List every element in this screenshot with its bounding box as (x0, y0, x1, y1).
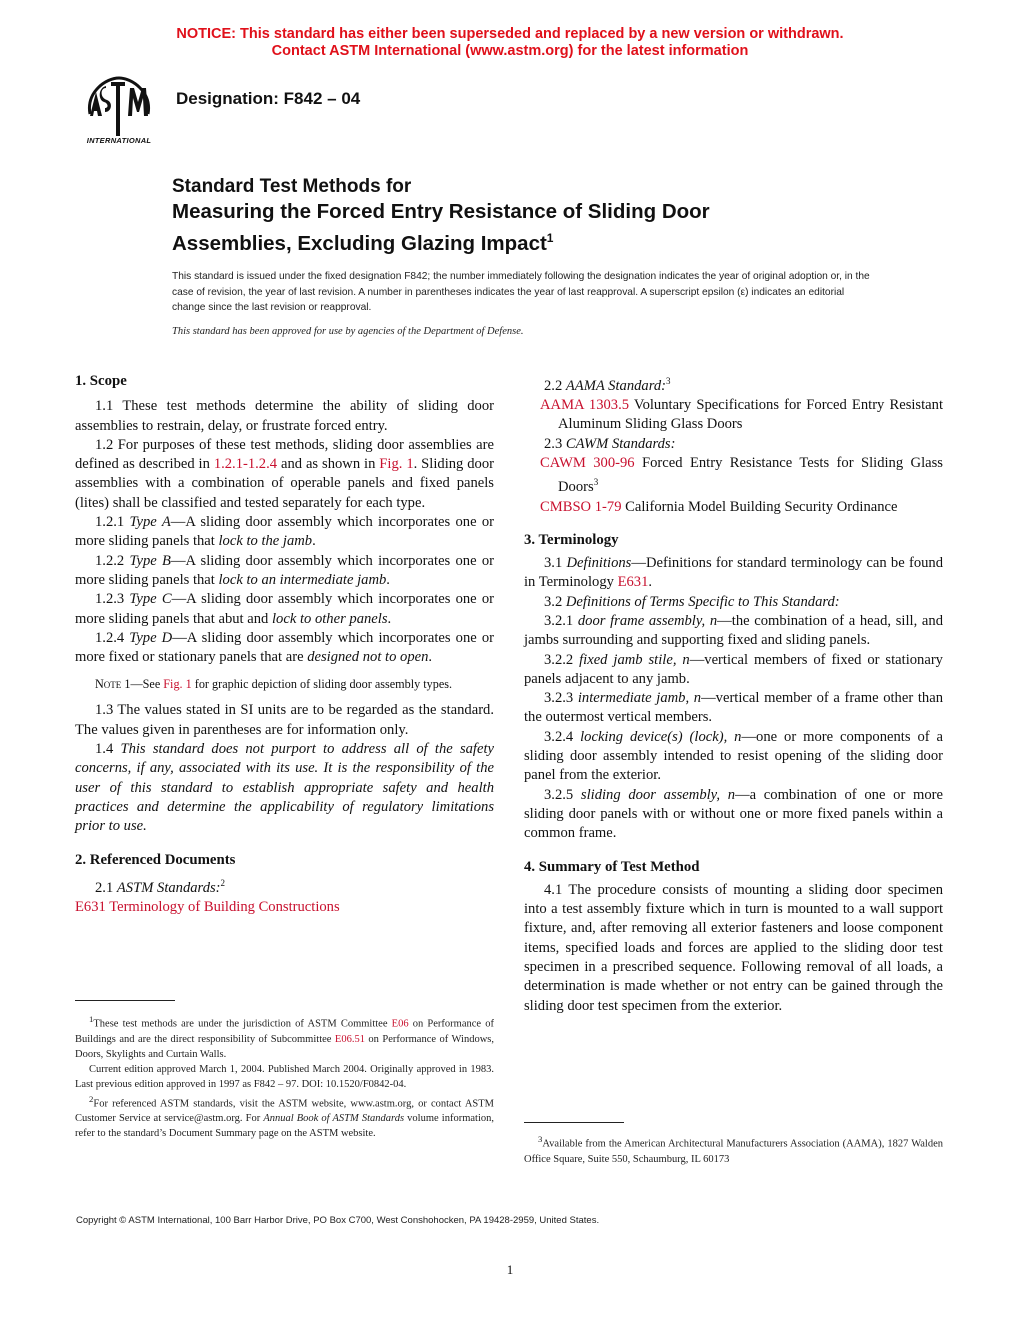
note-1: Note 1—See Fig. 1 for graphic depiction of sliding door assembly types. (95, 677, 453, 692)
para-3-2-3: 3.2.3 intermediate jamb, n—vertical member of a frame other than the outermost vertical members. (524, 690, 943, 726)
link-fig-1[interactable]: Fig. 1 (379, 456, 414, 473)
approval-note: This standard has been approved for use by agencies of the Department of Defense. (172, 326, 524, 337)
ref-cmbso: CMBSO 1-79 California Model Building Security Ordinance (540, 498, 898, 515)
left-column (75, 372, 494, 917)
link-cmbso[interactable]: CMBSO 1-79 (540, 498, 622, 515)
title-footnote-ref: 1 (546, 231, 554, 245)
link-e06-51[interactable]: E06.51 (334, 1033, 365, 1045)
page-number: 1 (506, 1262, 514, 1277)
link-note-fig-1[interactable]: Fig. 1 (163, 677, 192, 692)
astm-logo (76, 72, 162, 152)
link-cawm[interactable]: CAWM 300-96 (540, 455, 635, 472)
logo-subtext: INTERNATIONAL (76, 136, 162, 145)
title-line-1: Standard Test Methods for (172, 176, 412, 197)
para-3-2-5: 3.2.5 sliding door assembly, n—a combination of one or more sliding door panels with or without one or more fixed panels within a common frame. (524, 786, 944, 842)
footnote-1: $^1$These test methods are under the jurisdiction of ASTM Committee E06 on Performance of Buildings and are the direct responsibility of Subcommittee E06.51 on Performance of Windows, Doors, Skylights and Curtain Walls. (75, 1014, 494, 1060)
para-3-2: 3.2 Definitions of Terms Specific to This Standard: (544, 593, 840, 610)
copyright: Copyright © ASTM International, 100 Barr Harbor Drive, PO Box C700, West Conshohocken, PA 19428-2959, United States. (76, 1215, 600, 1226)
para-1-2-1: 1.2.1 Type A—A sliding door assembly which incorporates one or more sliding panels that lock to the jamb. (75, 514, 495, 550)
section-2-heading: 2. Referenced Documents (75, 851, 236, 868)
para-3-1: 3.1 Definitions—Definitions for standard terminology can be found in Terminology E631. (524, 555, 944, 591)
title-line-2: Measuring the Forced Entry Resistance of Sliding Door (172, 200, 710, 223)
right-column (524, 372, 943, 1016)
link-e06[interactable]: E06 (391, 1018, 409, 1030)
section-3-heading: 3. Terminology (524, 531, 619, 548)
footnote-1-edition: Current edition approved March 1, 2004. Published March 2004. Originally approved in 1983. Last previous edition approved in 1997 as F842 – 97. DOI: 10.1520/F0842-04. (75, 1063, 494, 1090)
title-line-3: Assemblies, Excluding Glazing Impact$^1$ (172, 231, 554, 255)
para-3-2-4: 3.2.4 locking device(s) (lock), n—one or more components of a sliding door assembly intended to resist opening of the sliding door panel from the exterior. (524, 728, 943, 784)
para-1-4: 1.4 This standard does not purport to address all of the safety concerns, if any, associated with its use. It is the responsibility of the user of this standard to establish appropriate safety and health practices and determine the applicability of regulatory limitations prior to use. (75, 741, 494, 835)
footnote-rule-right (524, 1122, 624, 1123)
section-4-heading: 4. Summary of Test Method (524, 858, 700, 875)
para-1-2: 1.2 For purposes of these test methods, sliding door assemblies are defined as described in 1.2.1-1.2.4 and as shown in Fig. 1. Sliding door assemblies with a combination of operable panels and fixed panels (lites) shall be classified and tested separately for each type. (75, 436, 495, 511)
issuance-note: This standard is issued under the fixed designation F842; the number immediately following the designation indicates the year of original adoption or, in the case of revision, the year of last revision. A number in parentheses indicates the year of last reapproval. A superscript epsilon (ε) indicates an editorial change since the last revision or reapproval. (172, 271, 870, 313)
para-1-2-3: 1.2.3 Type C—A sliding door assembly which incorporates one or more sliding panels that abut and lock to other panels. (75, 591, 494, 627)
para-2-2: 2.2 AAMA Standard:$^3$ (544, 376, 671, 394)
para-1-2-2: 1.2.2 Type B—A sliding door assembly which incorporates one or more sliding panels that lock to an intermediate jamb. (75, 552, 495, 588)
para-1-1: 1.1 These test methods determine the ability of sliding door assemblies to restrain, delay, or frustrate forced entry. (75, 398, 494, 434)
footnote-2: $^2$For referenced ASTM standards, visit the ASTM website, www.astm.org, or contact ASTM Customer Service at service@astm.org. For Annual Book of ASTM Standards volume information, refer to the standard’s Document Summary page on the ASTM website. (75, 1093, 494, 1139)
ref-aama: AAMA 1303.5 Voluntary Specifications for Forced Entry Resistant Aluminum Sliding Glass Doors (540, 397, 943, 433)
para-2-3: 2.3 CAWM Standards: (544, 435, 676, 452)
notice-line-1: NOTICE: This standard has either been superseded and replaced by a new version or withdrawn. (176, 26, 844, 42)
link-aama[interactable]: AAMA 1303.5 (540, 397, 630, 414)
footnote-rule-left (75, 1000, 175, 1001)
link-e631-term[interactable]: E631 (617, 574, 649, 591)
footnote-3: $^3$Available from the American Architectural Manufacturers Association (AAMA), 1827 Walden Office Square, Suite 550, Schaumburg, IL 60173 (524, 1134, 943, 1165)
designation: Designation: F842 – 04 (176, 89, 361, 108)
para-1-2-4: 1.2.4 Type D—A sliding door assembly which incorporates one or more fixed or stationary panels that are designed not to open. (75, 629, 494, 666)
para-1-3: 1.3 The values stated in SI units are to be regarded as the standard. The values given in parentheses are for information only. (75, 702, 494, 738)
link-1-2-1[interactable]: 1.2.1-1.2.4 (213, 456, 278, 473)
notice-line-2: Contact ASTM International (www.astm.org) for the latest information (271, 43, 749, 59)
section-1-heading: 1. Scope (75, 373, 127, 389)
para-3-2-2: 3.2.2 fixed jamb stile, n—vertical members of fixed or stationary panels adjacent to any jamb. (524, 651, 943, 687)
footnotes-right (524, 1132, 943, 1167)
withdrawal-notice (0, 26, 1020, 60)
document-title (172, 175, 872, 257)
para-2-1: 2.1 ASTM Standards:$^2$ (95, 877, 226, 896)
para-3-2-1: 3.2.1 door frame assembly, n—the combination of a head, sill, and jambs surrounding and supporting fixed and sliding panels. (524, 612, 943, 649)
para-4-1: 4.1 The procedure consists of mounting a sliding door specimen into a test assembly fixture which in turn is mounted to a wall support fixture, and, after removing all exterior fasteners and loose component items, specified loads and forces are applied to the sliding door test specimen in a prescribed sequence. Following removal of all loads, a determination is made whether or not entry can be gained through the sliding door test specimen from the exterior. (524, 881, 943, 1014)
ref-e631[interactable]: E631 Terminology of Building Constructions (75, 898, 340, 915)
footnotes-left (75, 1012, 494, 1141)
ref-cawm: CAWM 300-96 Forced Entry Resistance Tests for Sliding Glass Doors$^3$ (540, 455, 943, 496)
